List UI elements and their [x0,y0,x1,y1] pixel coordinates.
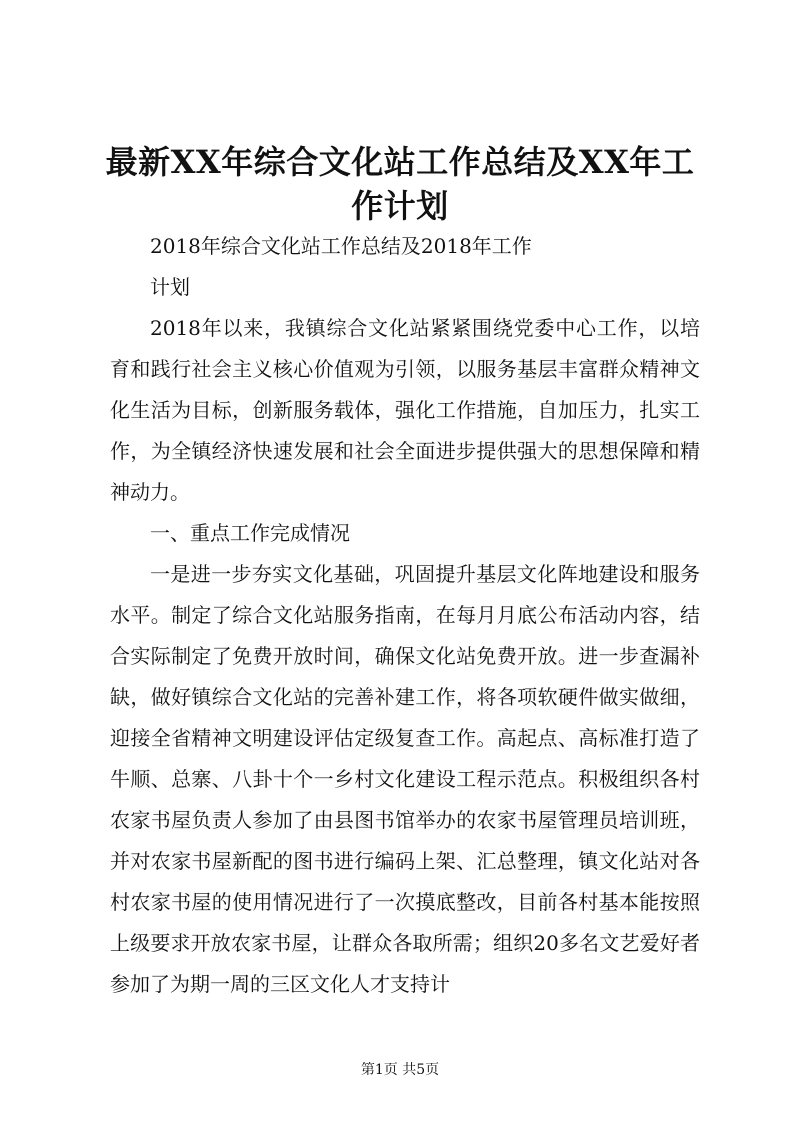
paragraph-subtitle-line-1: 2018年综合文化站工作总结及2018年工作 [150,234,532,258]
paragraph-subtitle-line-2: 计划 [150,275,190,299]
paragraph-section-one: 一是进一步夯实文化基础，巩固提升基层文化阵地建设和服务水平。制定了综合文化站服务指南，在每月月底公布活动内容，结合实际制定了免费开放时间，确保文化站免费开放。进一步查漏补缺，做好镇综合文化站的完善补建工作，将各项软硬件做实做细，迎接全省精神文明建设评估定级复查工作。高起点、高标准打造了牛顺、总寨、八卦十个一乡村文化建设工程示范点。积极组织各村农家书屋负责人参加了由县图书馆举办的农家书屋管理员培训班，并对农家书屋新配的图书进行编码上架、汇总整理，镇文化站对各村农家书屋的使用情况进行了一次摸底整改，目前各村基本能按照上级要求开放农家书屋，让群众各取所需；组织20多名文艺爱好者参加了为期一周的三区文化人才支持计 [110,562,700,996]
document-body [110,226,700,1005]
document-title: 最新XX年综合文化站工作总结及XX年工作计划 [105,143,695,225]
section-heading: 一、重点工作完成情况 [150,521,350,545]
page-footer: 第1页 共5页 [360,1062,440,1078]
paragraph-intro: 2018年以来，我镇综合文化站紧紧围绕党委中心工作，以培育和践行社会主义核心价值观为引领，以服务基层丰富群众精神文化生活为目标，创新服务载体，强化工作措施，自加压力，扎实工作，为全镇经济快速发展和社会全面进步提供强大的思想保障和精神动力。 [110,316,700,504]
